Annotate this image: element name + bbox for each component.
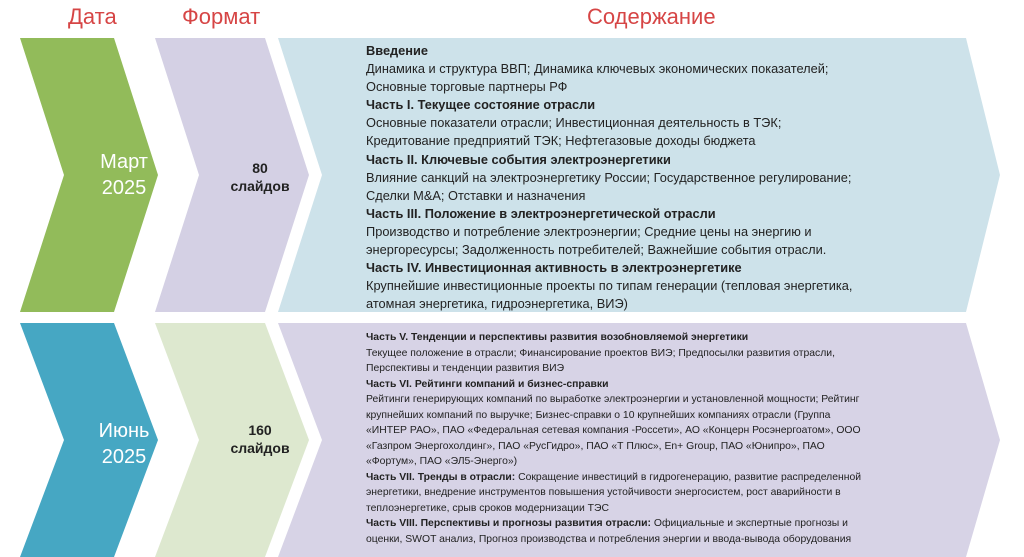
row2-slides-count: 160	[248, 422, 272, 438]
row1-content	[366, 42, 906, 313]
section-line: Влияние санкций на электроэнергетику России; Государственное регулирование;	[366, 169, 852, 185]
section-line: Производство и потребление электроэнергии; Средние цены на энергию и	[366, 223, 812, 239]
section-line: энергетики, внедрение инструментов повышения устойчивости энергосистем, рост аварийности в	[366, 487, 841, 498]
section-line: Динамика и структура ВВП; Динамика ключевых экономических показателей;	[366, 61, 829, 77]
section-heading: Часть VIII. Перспективы и прогнозы развития отрасли:	[366, 518, 651, 529]
row1-format	[210, 159, 310, 195]
section-line: теплоэнергетике, срыв сроков модернизации ТЭС	[366, 502, 609, 514]
row2-slides-word: слайдов	[230, 440, 290, 456]
section-heading: Часть V. Тенденции и перспективы развития возобновляемой энергетики	[366, 332, 749, 343]
section-inline-text: Сокращение инвестиций в гидрогенерацию, развитие распределенной	[515, 471, 862, 483]
section-line: атомная энергетика, гидроэнергетика, ВИЭ)	[366, 296, 628, 312]
section-line: «Газпром Энергохолдинг», ПАО «РусГидро», ПАО «Т Плюс», En+ Group, ПАО «Юнипро», ПАО	[366, 440, 825, 452]
row2-date	[74, 418, 174, 470]
header-format: Формат	[182, 4, 261, 29]
row1-date-month: Март	[100, 151, 148, 173]
section-line: Текущее положение в отрасли; Финансирование проектов ВИЭ; Предпосылки развития отрасли,	[366, 347, 835, 359]
section-line: Кредитование предприятий ТЭК; Нефтегазовые доходы бюджета	[366, 133, 756, 149]
section-heading: Часть VI. Рейтинги компаний и бизнес-справки	[366, 378, 609, 390]
section-heading-line	[366, 470, 926, 486]
header-content: Содержание	[587, 4, 716, 29]
section-heading: Часть IV. Инвестиционная активность в электроэнергетике	[366, 260, 742, 276]
header-date: Дата	[68, 4, 117, 29]
section-heading: Часть I. Текущее состояние отрасли	[366, 97, 596, 113]
section-heading: Часть VII. Тренды в отрасли:	[366, 471, 516, 483]
section-line: Основные показатели отрасли; Инвестиционная деятельность в ТЭК;	[366, 115, 782, 131]
row1-date	[74, 149, 174, 201]
section-heading: Введение	[366, 43, 429, 58]
section-line: «Фортум», ПАО «ЭЛ5-Энерго»)	[366, 456, 518, 467]
row1-slides-count: 80	[252, 160, 268, 176]
section-line: оценки, SWOT анализ, Прогноз производства и потребления энергии и ввода-вывода оборудования	[366, 533, 852, 545]
row2-format	[210, 421, 310, 457]
section-heading-line	[366, 516, 926, 532]
section-line: «ИНТЕР РАО», ПАО «Федеральная сетевая компания -Россети», АО «Концерн Росэнергоатом», ООО	[366, 425, 861, 436]
section-line: крупнейших компаний по выручке; Бизнес-справки о 10 крупнейших компаниях отрасли (Группа	[366, 409, 831, 421]
row1-date-year: 2025	[101, 177, 147, 199]
section-heading: Часть III. Положение в электроэнергетической отрасли	[366, 205, 716, 221]
row2-date-month: Июнь	[98, 420, 150, 442]
row1-slides-word: слайдов	[230, 178, 290, 194]
section-line: Перспективы и тенденции развития ВИЭ	[366, 363, 565, 374]
section-line: Основные торговые партнеры РФ	[366, 79, 568, 95]
section-heading: Часть II. Ключевые события электроэнергетики	[366, 151, 671, 167]
section-line: энергоресурсы; Задолженность потребителей; Важнейшие события отрасли.	[366, 242, 827, 258]
section-inline-text: Официальные и экспертные прогнозы и	[650, 518, 848, 529]
row2-date-year: 2025	[101, 446, 147, 468]
section-line: Рейтинги генерирующих компаний по выработке электроэнергии и установленной мощности; Рейтинг	[366, 394, 860, 405]
row2-content	[366, 330, 926, 547]
section-line: Крупнейшие инвестиционные проекты по типам генерации (тепловая энергетика,	[366, 278, 853, 294]
section-line: Сделки M&A; Отставки и назначения	[366, 187, 586, 203]
